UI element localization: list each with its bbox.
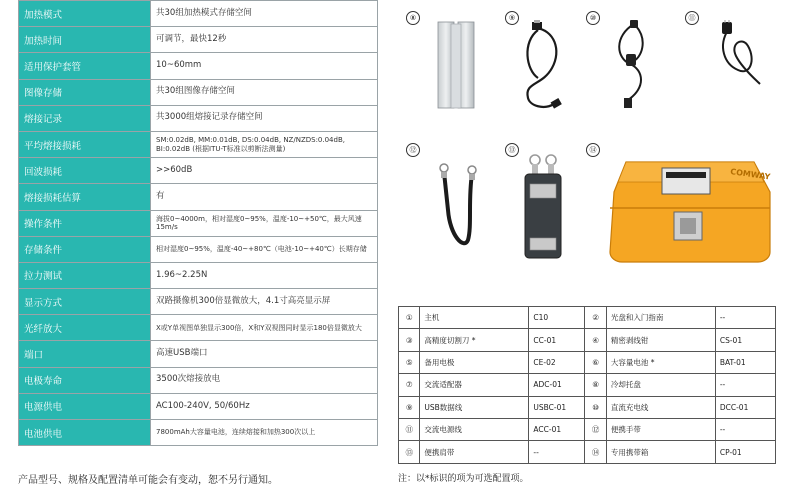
accessory-number-8: ⑧ (406, 11, 420, 25)
spec-value: 共30组图像存储空间 (151, 79, 378, 105)
part-code: CC-01 (529, 329, 585, 351)
hand-strap-image (434, 160, 484, 254)
parts-table (398, 306, 776, 464)
accessory-number-10: ⑩ (586, 11, 600, 25)
spec-value: 高速USB端口 (151, 341, 378, 367)
accessory-number-14: ⑭ (586, 143, 600, 157)
spec-value: X或Y单视图单独显示300倍，X和Y双视图同时显示180倍显微放大 (151, 315, 378, 341)
part-code: DCC-01 (715, 396, 775, 418)
spec-value: 相对湿度0~95%，温度-40~+80℃（电池-10~+40℃）长期存储 (151, 236, 378, 262)
spec-row (19, 158, 378, 184)
spec-label: 电源供电 (19, 393, 151, 419)
spec-value: SM:0.02dB, MM:0.01dB, DS:0.04dB, NZ/NZDS:0.04dB, BI:0.02dB (根据ITU-T标准以剪断法测量) (151, 131, 378, 157)
spec-value: 1.96~2.25N (151, 262, 378, 288)
spec-label: 加热模式 (19, 1, 151, 27)
right-footnote: 注：以*标识的项为可选配置项。 (398, 474, 529, 484)
spec-row (19, 53, 378, 79)
spec-row (19, 27, 378, 53)
part-name: 光盘和入门指南 (606, 307, 715, 329)
spec-value: 7800mAh大容量电池，连续熔接和加热300次以上 (151, 420, 378, 446)
part-name: 便携手带 (606, 418, 715, 440)
spec-label: 加热时间 (19, 27, 151, 53)
parts-row (399, 329, 776, 351)
cooling-tray-image (436, 20, 478, 116)
spec-row (19, 315, 378, 341)
spec-value: 海拔0~4000m，相对湿度0~95%，温度-10~+50℃，最大风速15m/s (151, 210, 378, 236)
part-number: ⑨ (399, 396, 420, 418)
parts-row (399, 374, 776, 396)
spec-label: 存储条件 (19, 236, 151, 262)
accessory-number-9: ⑨ (505, 11, 519, 25)
part-number: ⑫ (585, 418, 606, 440)
part-name: 主机 (420, 307, 529, 329)
spec-value: 双路摄像机300倍显微放大，4.1寸高亮显示屏 (151, 289, 378, 315)
part-number: ③ (399, 329, 420, 351)
part-code: BAT-01 (715, 351, 775, 373)
part-code: -- (529, 441, 585, 463)
part-number: ① (399, 307, 420, 329)
spec-row (19, 131, 378, 157)
part-name: 专用携带箱 (606, 441, 715, 463)
left-footnote: 产品型号、规格及配置清单可能会有变动，恕不另行通知。 (18, 475, 278, 486)
accessory-number-12: ⑫ (406, 143, 420, 157)
spec-value: >>60dB (151, 158, 378, 184)
dc-charging-cable-image (606, 18, 656, 117)
part-code: CP-01 (715, 441, 775, 463)
part-name: 便携肩带 (420, 441, 529, 463)
spec-row (19, 210, 378, 236)
part-code: ADC-01 (529, 374, 585, 396)
part-name: 高精度切割刀 * (420, 329, 529, 351)
part-number: ⑦ (399, 374, 420, 396)
spec-row (19, 393, 378, 419)
parts-row (399, 441, 776, 463)
spec-label: 电池供电 (19, 420, 151, 446)
spec-label: 操作条件 (19, 210, 151, 236)
part-code: CE-02 (529, 351, 585, 373)
spec-table (18, 0, 378, 446)
spec-value: 10~60mm (151, 53, 378, 79)
spec-row (19, 79, 378, 105)
part-name: 大容量电池 * (606, 351, 715, 373)
part-number: ② (585, 307, 606, 329)
part-code: ACC-01 (529, 418, 585, 440)
part-name: 交流电源线 (420, 418, 529, 440)
part-name: USB数据线 (420, 396, 529, 418)
spec-row (19, 341, 378, 367)
spec-label: 熔接损耗估算 (19, 184, 151, 210)
parts-row (399, 351, 776, 373)
spec-label: 拉力测试 (19, 262, 151, 288)
spec-row (19, 289, 378, 315)
part-number: ⑪ (399, 418, 420, 440)
spec-value: 3500次熔接放电 (151, 367, 378, 393)
part-code: -- (715, 307, 775, 329)
part-code: -- (715, 374, 775, 396)
spec-value: 共30组加热模式存储空间 (151, 1, 378, 27)
part-number: ⑧ (585, 374, 606, 396)
spec-label: 平均熔接损耗 (19, 131, 151, 157)
part-code: C10 (529, 307, 585, 329)
accessory-number-11: ⑪ (685, 11, 699, 25)
spec-label: 回波损耗 (19, 158, 151, 184)
spec-label: 端口 (19, 341, 151, 367)
spec-row (19, 367, 378, 393)
parts-row (399, 418, 776, 440)
usb-cable-image (514, 20, 574, 119)
parts-row (399, 307, 776, 329)
spec-label: 光纤放大 (19, 315, 151, 341)
part-code: USBC-01 (529, 396, 585, 418)
spec-value: AC100-240V, 50/60Hz (151, 393, 378, 419)
spec-row (19, 420, 378, 446)
part-name: 精密剥线钳 (606, 329, 715, 351)
accessory-number-13: ⑬ (505, 143, 519, 157)
spec-label: 电极寿命 (19, 367, 151, 393)
part-number: ④ (585, 329, 606, 351)
spec-row (19, 1, 378, 27)
part-number: ⑩ (585, 396, 606, 418)
spec-row (19, 105, 378, 131)
part-name: 直流充电线 (606, 396, 715, 418)
ac-power-cable-image (716, 20, 766, 94)
spec-row (19, 236, 378, 262)
carrying-case-image (604, 152, 776, 268)
shoulder-strap-image (520, 152, 566, 264)
spec-value: 可调节，最快12秒 (151, 27, 378, 53)
spec-row (19, 184, 378, 210)
spec-label: 图像存储 (19, 79, 151, 105)
part-code: CS-01 (715, 329, 775, 351)
spec-label: 熔接记录 (19, 105, 151, 131)
spec-value: 共3000组熔接记录存储空间 (151, 105, 378, 131)
part-number: ⑤ (399, 351, 420, 373)
part-number: ⑥ (585, 351, 606, 373)
parts-row (399, 396, 776, 418)
spec-row (19, 262, 378, 288)
case-brand-text: COMWAY (729, 167, 771, 182)
part-name: 冷却托盘 (606, 374, 715, 396)
spec-value: 有 (151, 184, 378, 210)
part-name: 交流适配器 (420, 374, 529, 396)
spec-label: 适用保护套管 (19, 53, 151, 79)
part-code: -- (715, 418, 775, 440)
part-number: ⑭ (585, 441, 606, 463)
part-number: ⑬ (399, 441, 420, 463)
spec-label: 显示方式 (19, 289, 151, 315)
part-name: 备用电极 (420, 351, 529, 373)
